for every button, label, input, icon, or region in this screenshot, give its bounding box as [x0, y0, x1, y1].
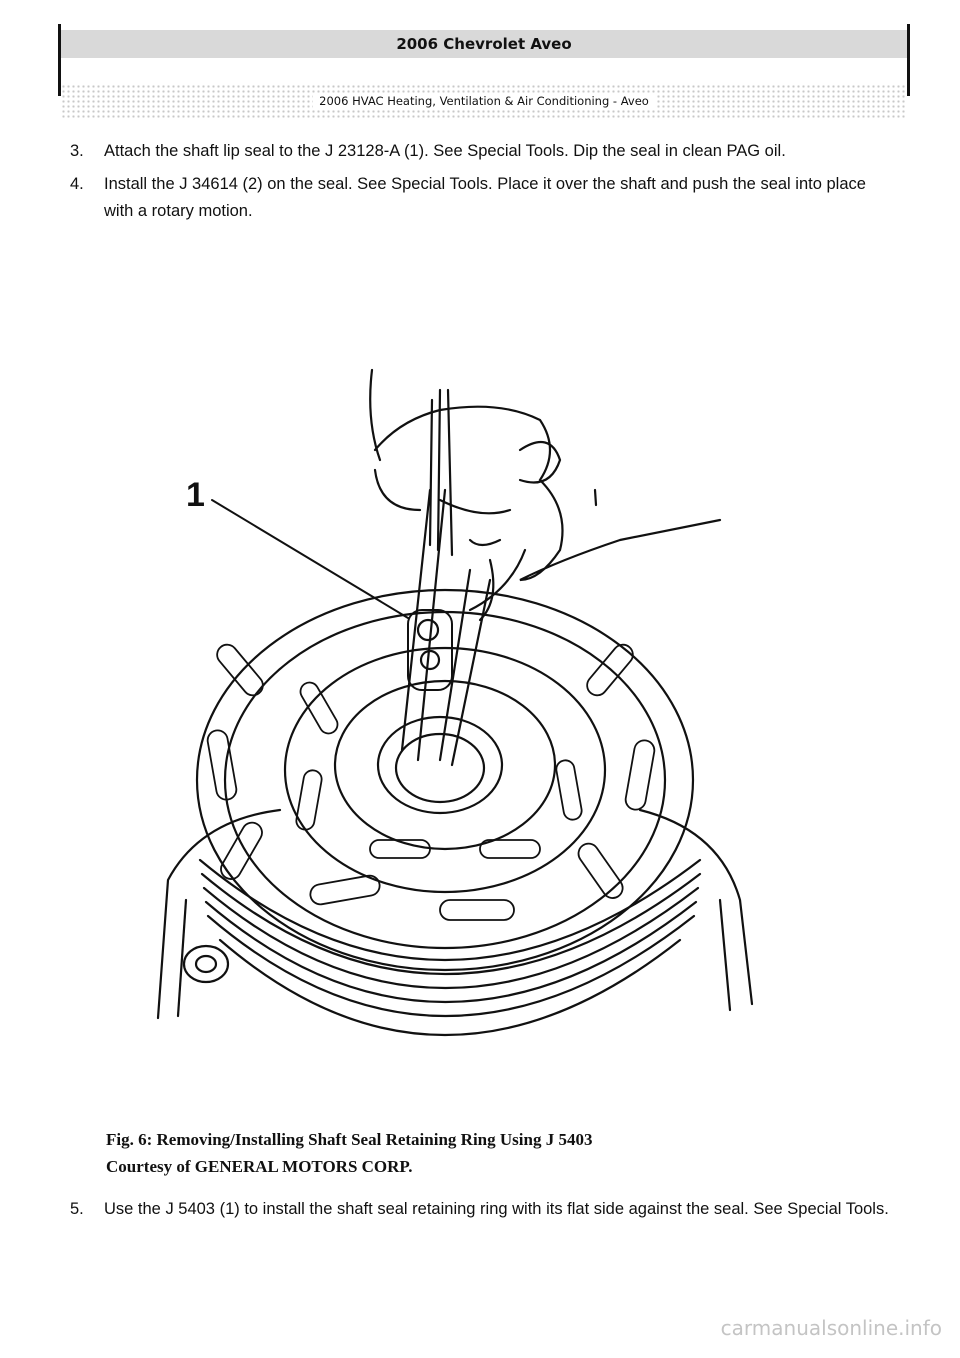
- procedure-steps: [70, 138, 890, 231]
- document-title: 2006 Chevrolet Aveo: [61, 30, 907, 58]
- figure-caption-credit: Courtesy of GENERAL MOTORS CORP.: [106, 1157, 413, 1176]
- step-text: Use the J 5403 (1) to install the shaft seal retaining ring with its flat side against the seal. See Special Tools.: [104, 1200, 889, 1218]
- step-item: [70, 1196, 890, 1223]
- figure-caption: [106, 1126, 866, 1180]
- document-subtitle-text: 2006 HVAC Heating, Ventilation & Air Conditioning - Aveo: [313, 93, 655, 109]
- step-number: 4.: [70, 175, 84, 193]
- step-item: [70, 138, 890, 165]
- step-number: 3.: [70, 142, 84, 160]
- step-number: 5.: [70, 1200, 84, 1218]
- procedure-steps-continued: [70, 1196, 890, 1229]
- callout-label: 1: [186, 476, 205, 514]
- document-subtitle: [61, 84, 907, 118]
- step-item: [70, 171, 890, 225]
- step-text: Attach the shaft lip seal to the J 23128-A (1). See Special Tools. Dip the seal in clean PAG oil.: [104, 142, 786, 160]
- illustration-retaining-ring-pliers: [140, 340, 780, 1060]
- site-watermark: carmanualsonline.info: [720, 1316, 942, 1340]
- step-text: Install the J 34614 (2) on the seal. See Special Tools. Place it over the shaft and push the seal into place with a rotary motion.: [104, 175, 866, 220]
- figure-caption-title: Fig. 6: Removing/Installing Shaft Seal Retaining Ring Using J 5403: [106, 1130, 593, 1149]
- page-header: [58, 24, 910, 108]
